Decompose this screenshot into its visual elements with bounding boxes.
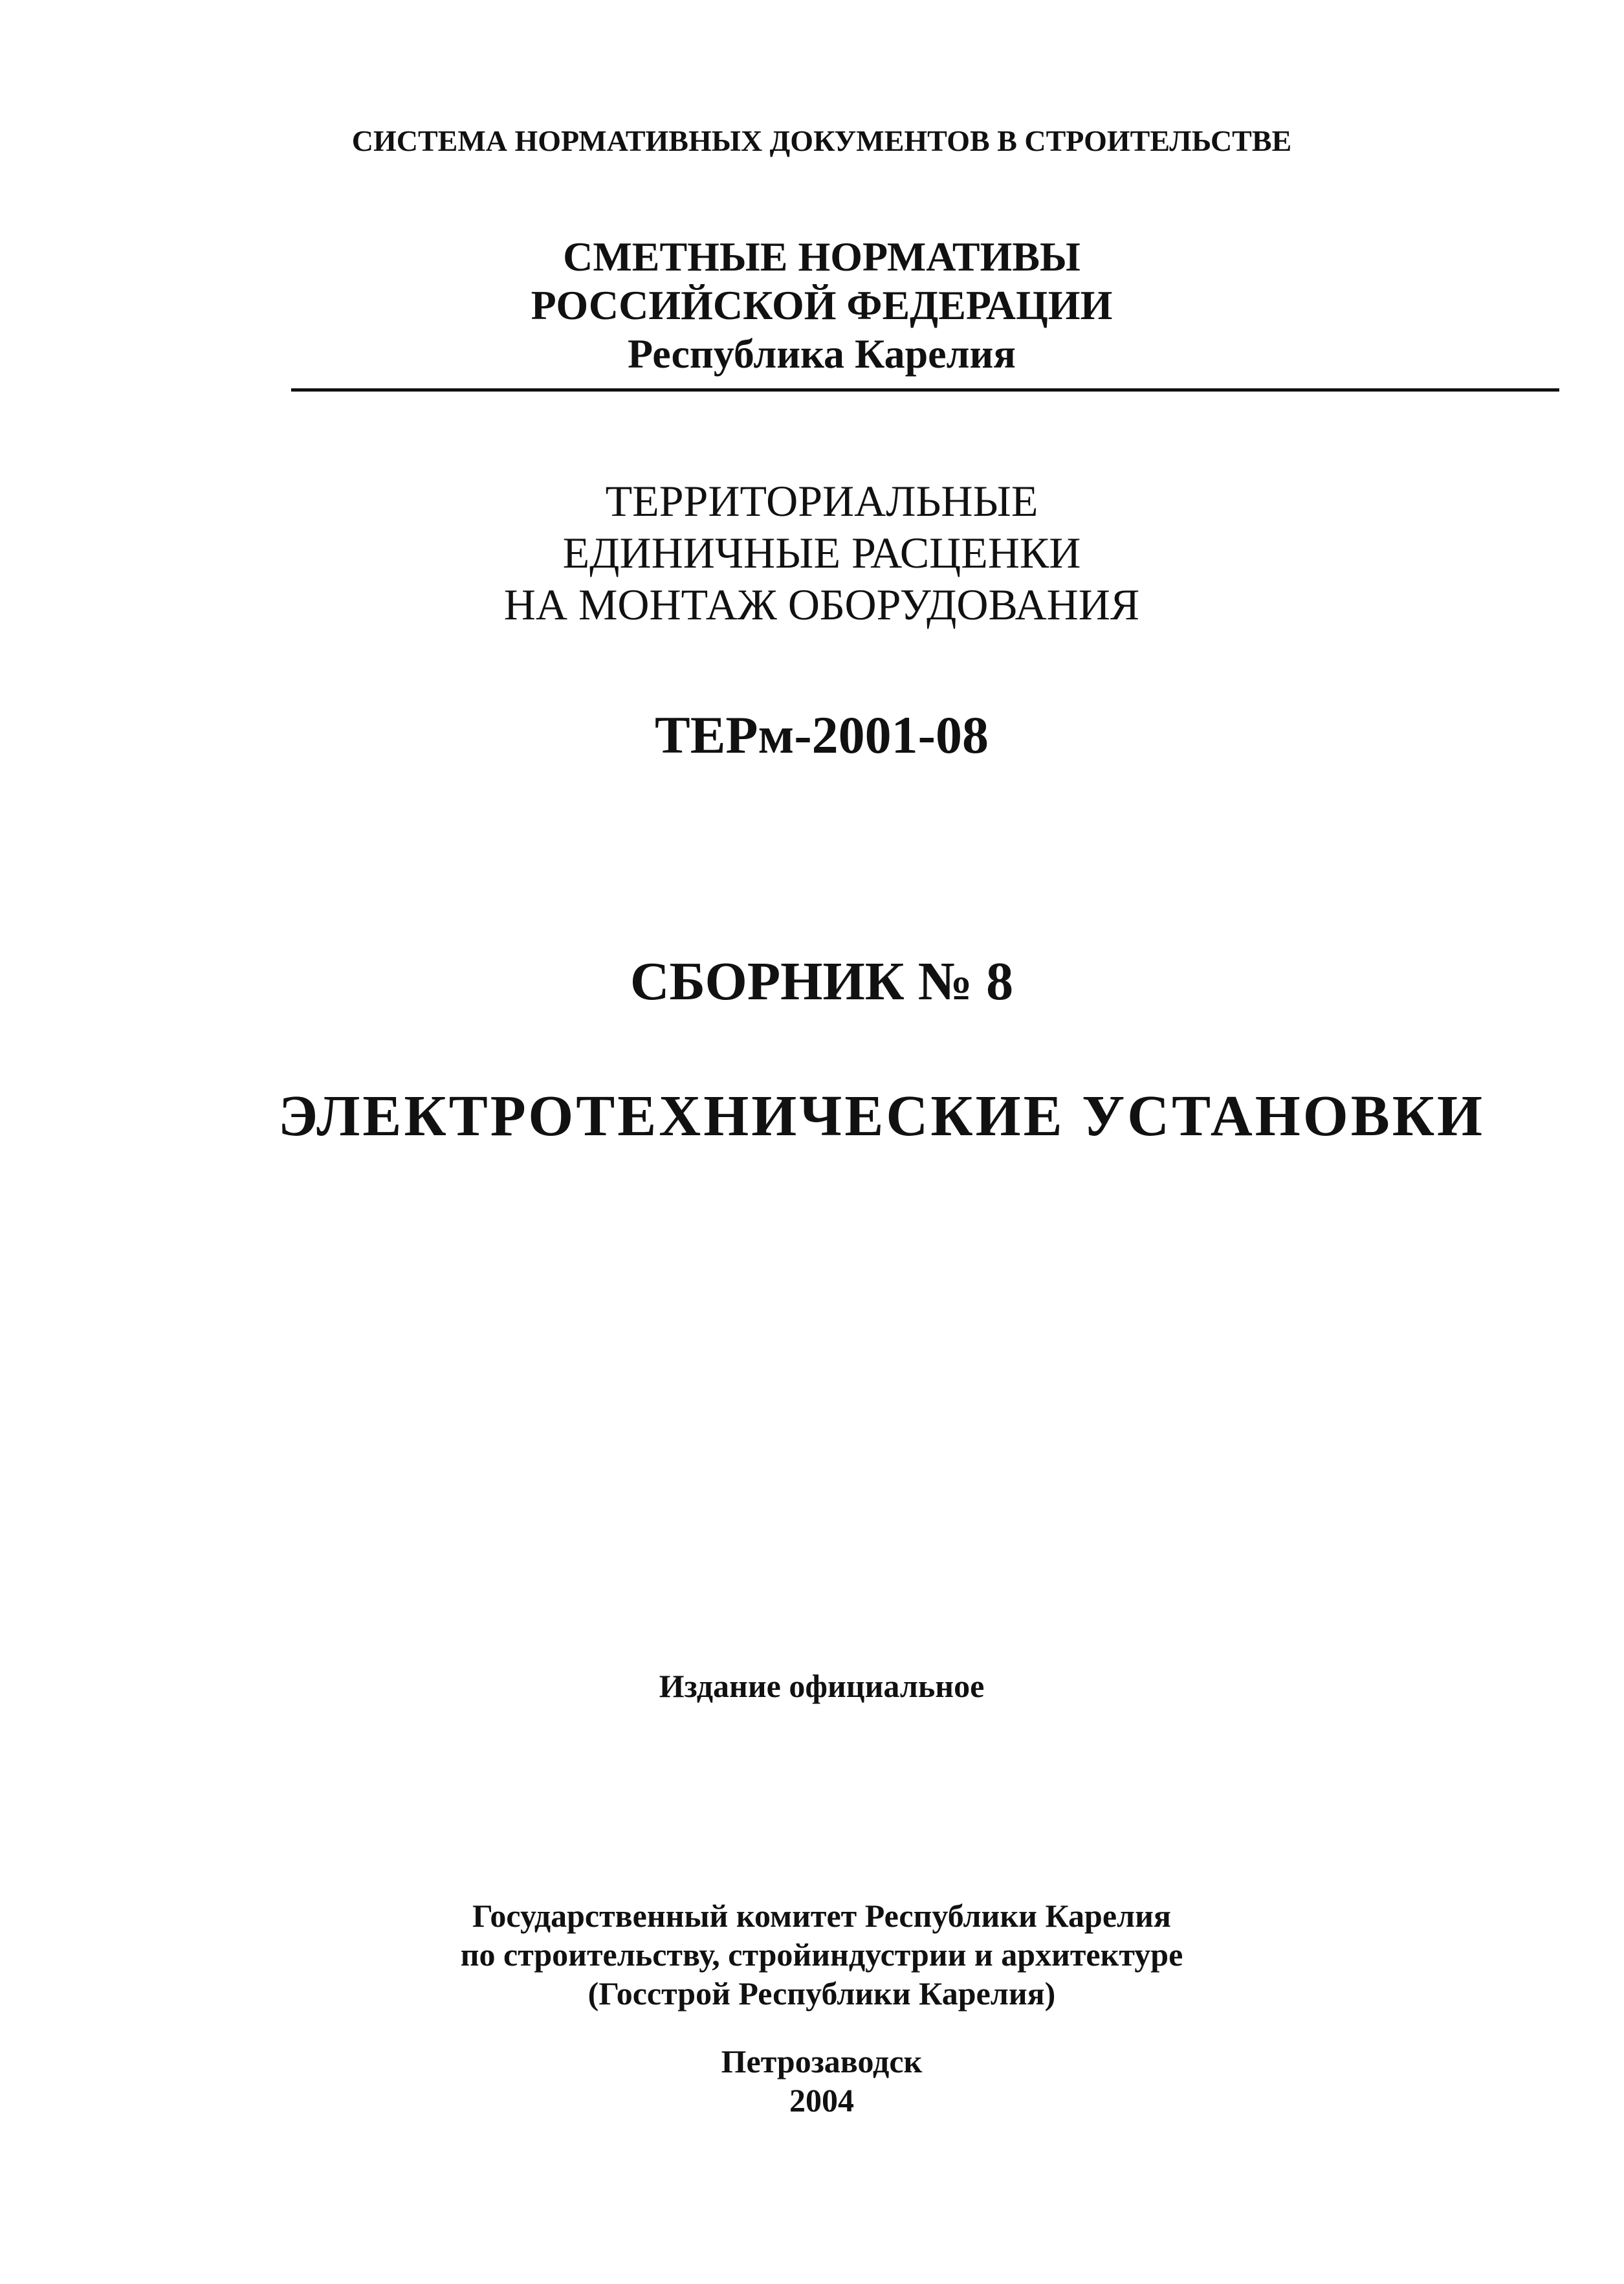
title-line1: ТЕРРИТОРИАЛЬНЫЕ bbox=[605, 476, 1038, 526]
header-rule bbox=[291, 388, 1559, 392]
region-name: Республика Карелия bbox=[628, 331, 1016, 377]
publisher-line1: Государственный комитет Республики Карелия bbox=[472, 1898, 1171, 1934]
publisher-line2: по строительству, стройиндустрии и архитектуре bbox=[460, 1936, 1183, 1973]
estimate-norms-line2: РОССИЙСКОЙ ФЕДЕРАЦИИ bbox=[531, 282, 1113, 328]
title-line2: ЕДИНИЧНЫЕ РАСЦЕНКИ bbox=[562, 528, 1081, 577]
title-line3: НА МОНТАЖ ОБОРУДОВАНИЯ bbox=[503, 580, 1140, 629]
publisher-line3: (Госстрой Республики Карелия) bbox=[587, 1975, 1056, 2012]
edition-note: Издание официальное bbox=[659, 1668, 985, 1704]
publication-year: 2004 bbox=[789, 2082, 854, 2118]
estimate-norms-line1: СМЕТНЫЕ НОРМАТИВЫ bbox=[563, 234, 1081, 280]
series-title: СИСТЕМА НОРМАТИВНЫХ ДОКУМЕНТОВ В СТРОИТЕЛЬСТВЕ bbox=[351, 124, 1292, 157]
collection-subject: ЭЛЕКТРОТЕХНИЧЕСКИЕ УСТАНОВКИ bbox=[278, 1084, 1486, 1148]
document-code: ТЕРм-2001-08 bbox=[655, 705, 989, 764]
collection-number: СБОРНИК № 8 bbox=[630, 951, 1014, 1012]
publication-place: Петрозаводск bbox=[721, 2043, 923, 2079]
